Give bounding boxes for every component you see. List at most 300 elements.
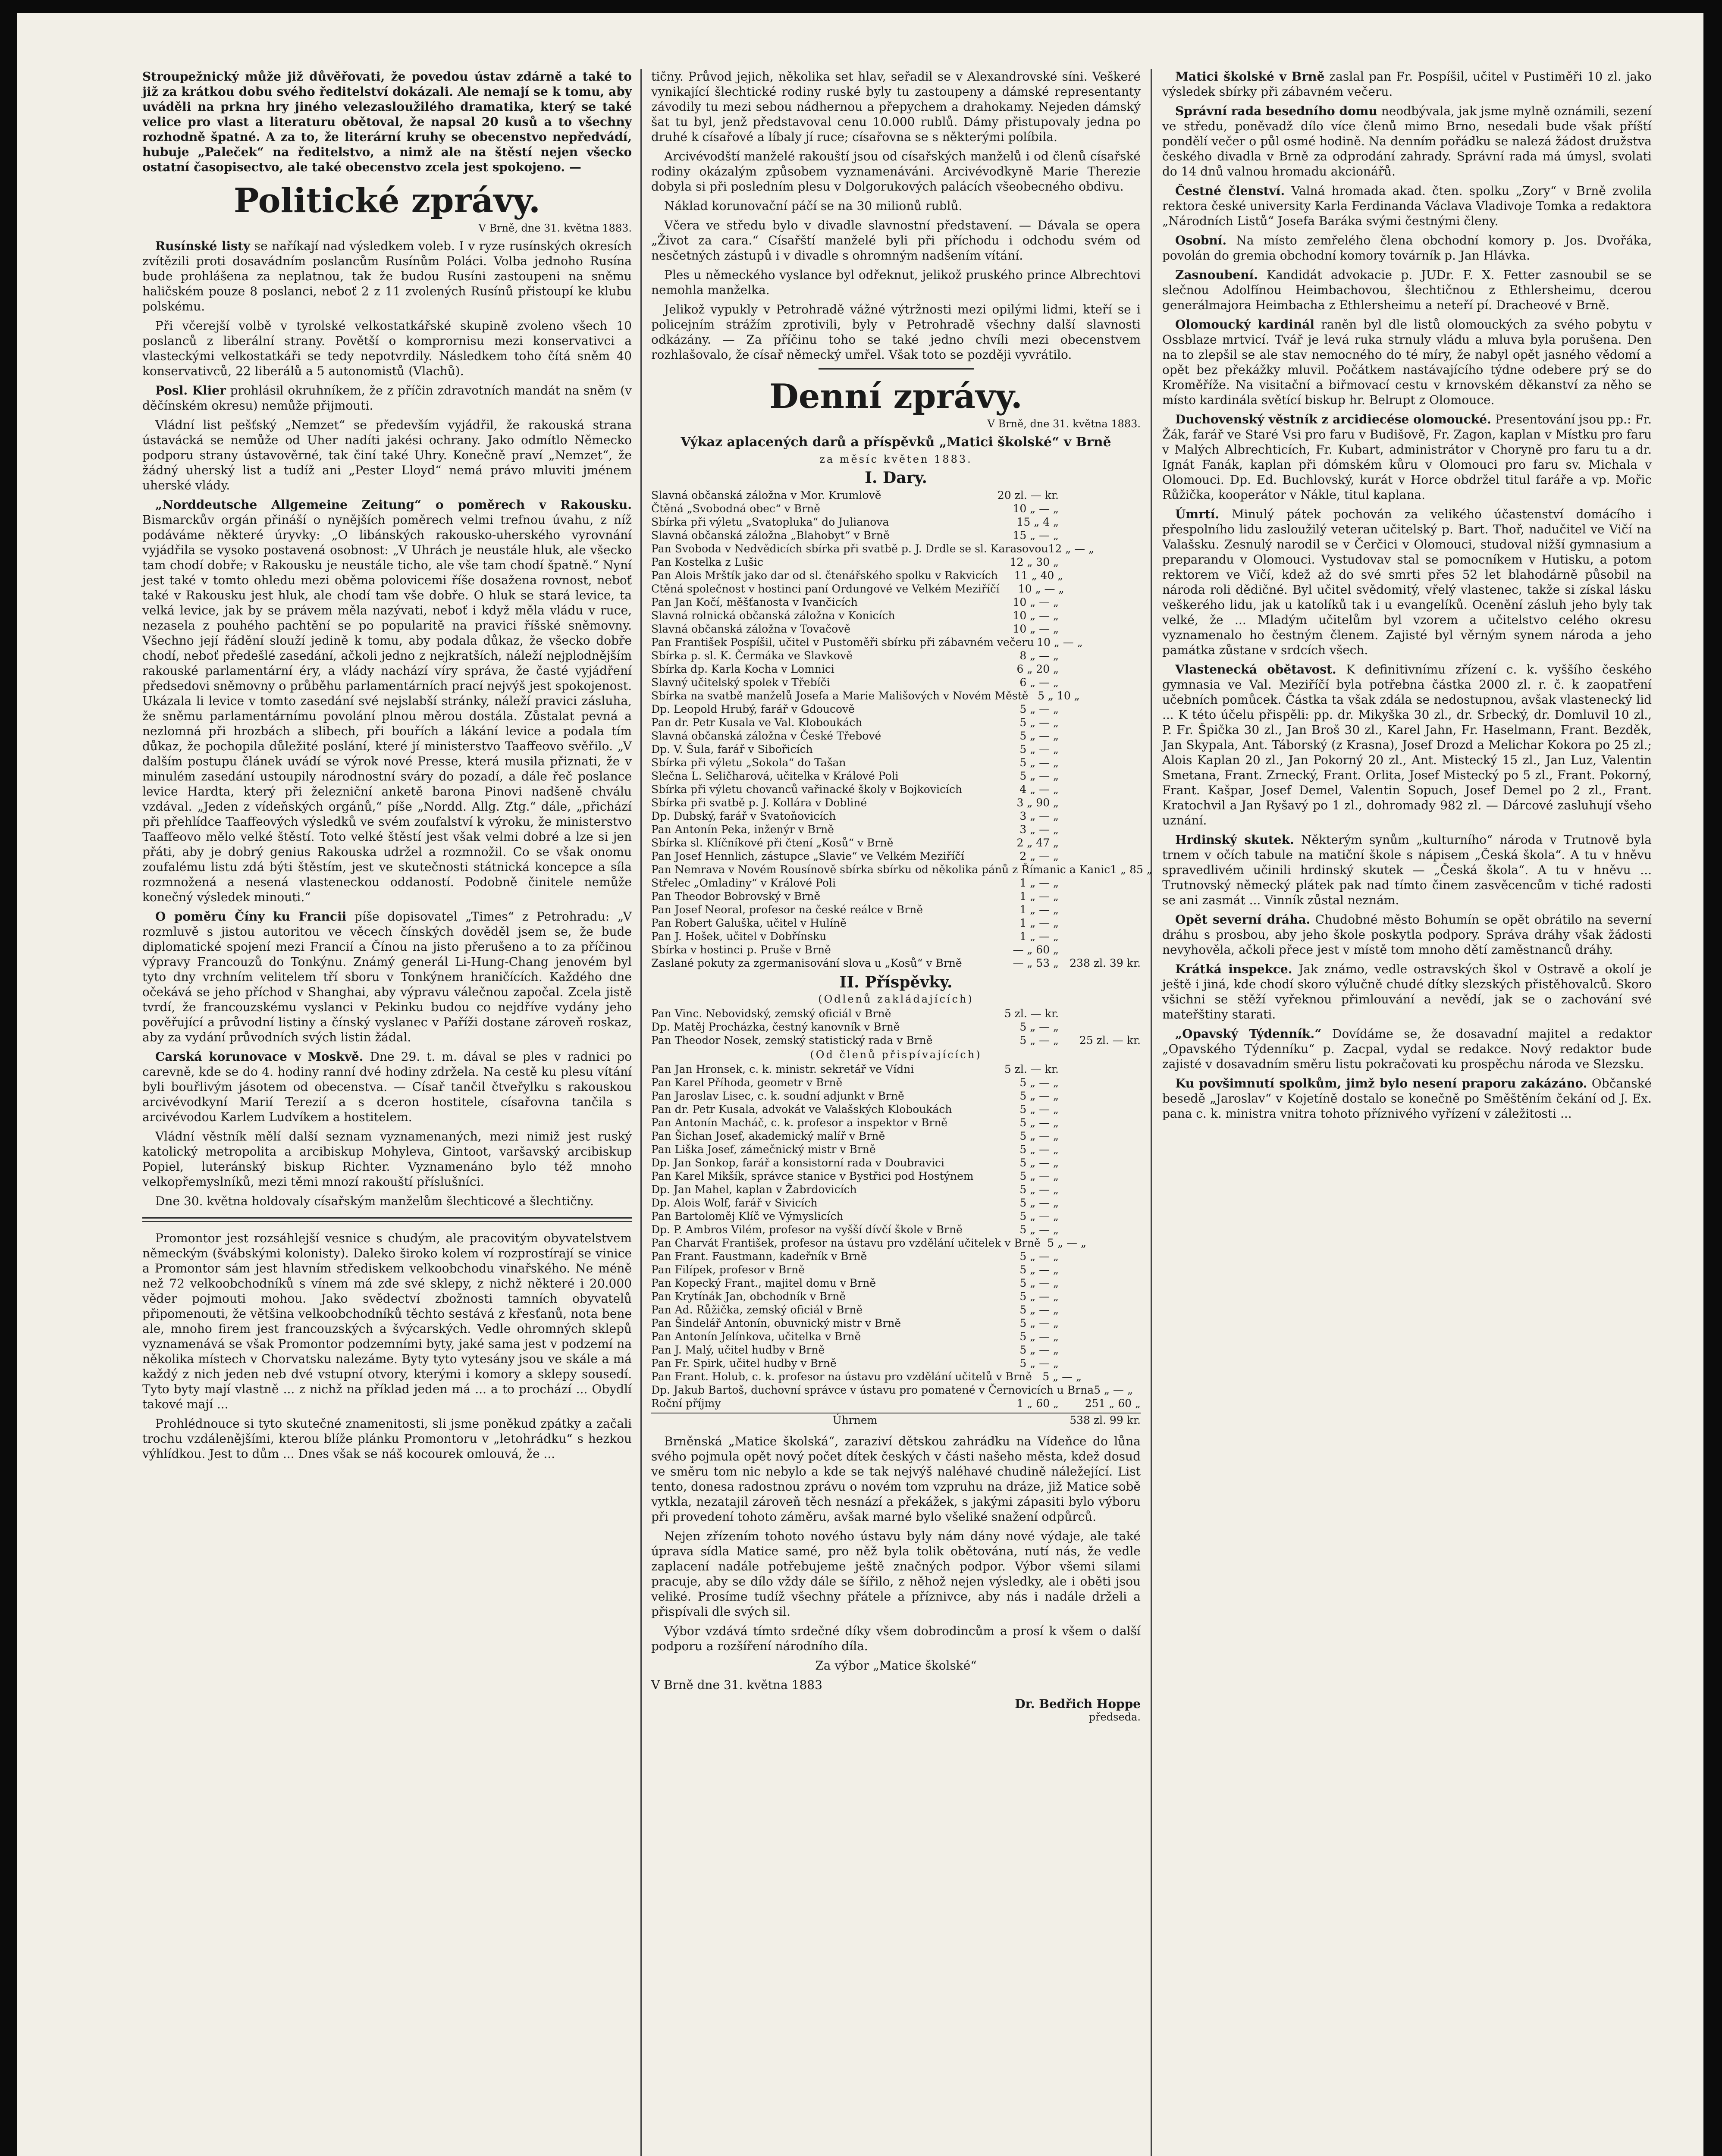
donations-heading: I. Dary.	[865, 469, 927, 487]
article-death	[1162, 507, 1652, 658]
donation-row	[651, 662, 1141, 676]
subtotal-amount	[1059, 1343, 1141, 1357]
column-divider	[1151, 69, 1152, 2156]
donor-name: Pan J. Malý, učitel hudby v Brně	[651, 1344, 825, 1356]
donor-name: Pan Šichan Josef, akademický malíř v Brně	[651, 1130, 885, 1142]
donation-amount: 1 „ — „	[1019, 930, 1059, 943]
donor-name: Pan Bartoloměj Klíč ve Výmyslicích	[651, 1210, 844, 1222]
donation-amount: 5 „ — „	[1019, 1021, 1059, 1033]
donation-row	[651, 649, 1141, 662]
donor-name: Slavná občanská záložna v Mor. Krumlově	[651, 489, 881, 501]
donation-row	[651, 569, 1141, 582]
subtotal-amount	[1059, 1316, 1141, 1330]
donation-amount: 5 „ — „	[1019, 1330, 1059, 1343]
donation-row	[651, 1034, 1141, 1047]
donation-row	[651, 769, 1141, 783]
donation-row	[651, 890, 1141, 903]
subtotal-amount	[1059, 1089, 1141, 1103]
donor-name: Pan Frant. Faustmann, kadeřník v Brně	[651, 1250, 867, 1263]
subtotal-amount	[1059, 943, 1141, 956]
donation-amount: 5 „ — „	[1019, 716, 1059, 729]
subtotal-amount	[1133, 1383, 1141, 1397]
grand-total-row	[651, 1413, 1141, 1427]
article-body: Kandidát advokacie p. JUDr. F. X. Fetter zasnoubil se se slečnou Adolfínou Heimbachovou, šlechtičnou z Ethlersheimu, dcerou generálmajora Heimbacha z Ethlersheimu a neteří pí. Dracheové v Brně.	[1162, 268, 1652, 312]
donation-row	[651, 863, 1152, 876]
column-1	[142, 69, 632, 2156]
subtotal-amount: 238 zl. 39 kr.	[1070, 957, 1141, 969]
grand-total-value: 538 zl. 99 kr.	[1070, 1414, 1141, 1426]
donation-row	[651, 716, 1141, 729]
article-lead: Duchovenský věstník z arcidiecése olomoucké.	[1175, 412, 1491, 426]
donation-amount: — „ 60 „	[1013, 943, 1059, 956]
donor-name: Pan dr. Petr Kusala, advokát ve Valašských Kloboukách	[651, 1103, 952, 1116]
article-cardinal	[1162, 317, 1652, 407]
article-body: se naříkají nad výsledkem voleb. I v ryze rusínských okresích zvítězili proti dosavádním poslancům Rusínům Poláci. Volba jednoho Rusína bude prohlášena za neplatnou, tak že budou Rusíni zastoupeni na sněmu haličském pouze 8 poslanci, neboť 2 z 11 zvolených Rusínů přistoupí ke klubu polskému.	[142, 239, 632, 313]
donation-row	[651, 1169, 1141, 1183]
donation-row	[651, 676, 1141, 689]
donation-row	[651, 1250, 1141, 1263]
donation-amount: 20 zl. — kr.	[997, 489, 1059, 501]
article-lead: Správní rada besedního domu	[1175, 104, 1377, 118]
article-lead: Posl. Klier	[155, 383, 226, 398]
closing-paragraph: Výbor vzdává tímto srdečné díky všem dobrodincům a prosí k všem o další podporu a rozšíření národního díla.	[651, 1624, 1141, 1653]
donation-amount: 5 „ — „	[1019, 770, 1059, 782]
subtotal-amount	[1059, 1196, 1141, 1210]
donation-amount: 5 „ — „	[1019, 1210, 1059, 1222]
contributions-founders-heading: (Odlenů zakládajících)	[818, 993, 974, 1005]
donation-amount: 6 „ — „	[1019, 676, 1059, 689]
feuilleton-paragraph: Prohlédnouce si tyto skutečné znamenitosti, sli jsme poněkud zpátky a začali trochu vzdálenějšími, kterou blíže plánku Promontoru v „letohrádku“ s hezkou výhlídkou. Jest to dům ... Dnes však se náš kocourek omlouvá, že ...	[142, 1416, 632, 1461]
article-flags	[1162, 1076, 1652, 1121]
donor-name: Pan Liška Josef, zámečnický mistr v Brně	[651, 1143, 876, 1156]
donation-amount: 5 „ — „	[1019, 1357, 1059, 1369]
donation-amount: 3 „ 90 „	[1016, 796, 1059, 809]
subtotal-amount	[1064, 582, 1141, 595]
donation-amount: 2 „ 47 „	[1016, 837, 1059, 849]
donation-row	[651, 836, 1141, 849]
article-lead: Krátká inspekce.	[1175, 962, 1292, 976]
donation-amount: 1 „ — „	[1019, 890, 1059, 903]
donation-amount: 5 „ — „	[1094, 1384, 1133, 1396]
donation-amount: 3 „ — „	[1019, 823, 1059, 836]
donor-name: Sbírka při výletu „Svatopluka“ do Julianova	[651, 516, 889, 528]
donation-row	[651, 796, 1141, 809]
donation-amount: 5 „ 10 „	[1038, 689, 1080, 702]
donor-name: Pan Antonín Peka, inženýr v Brně	[651, 823, 834, 836]
donation-row	[651, 876, 1141, 890]
subtotal-amount	[1059, 796, 1141, 809]
donation-row	[651, 1062, 1141, 1076]
column-2	[651, 69, 1152, 2156]
column-3	[1162, 69, 1652, 2156]
donor-name: Ctěná společnost v hostinci paní Ordungové ve Velkém Meziříčí	[651, 583, 1000, 595]
donation-row	[651, 1263, 1141, 1276]
subtotal-amount	[1059, 1020, 1141, 1034]
article-clergy	[1162, 412, 1652, 502]
subtotal-amount	[1059, 1290, 1141, 1303]
column-divider	[640, 69, 642, 2156]
donation-amount: 5 „ — „	[1019, 1170, 1059, 1182]
subtotal-amount	[1059, 502, 1141, 515]
subtotal-amount	[1086, 1236, 1141, 1250]
donation-amount: 10 „ — „	[1013, 502, 1059, 515]
donor-name: Pan Alois Mrštík jako dar od sl. čtenářského spolku v Rakvicích	[651, 569, 998, 582]
article-lead: Hrdinský skutek.	[1175, 833, 1294, 847]
donor-name: Pan Jan Hronsek, c. k. ministr. sekretář ve Vídni	[651, 1063, 914, 1075]
donor-name: Pan Jan Kočí, měšťanosta v Ivančicích	[651, 596, 858, 608]
donation-amount: 5 „ — „	[1019, 1076, 1059, 1089]
donor-name: Pan Antonín Macháč, c. k. profesor a inspektor v Brně	[651, 1116, 948, 1129]
donation-row	[651, 1330, 1141, 1343]
donor-name: Slavná občanská záložna v Tovačově	[651, 623, 851, 635]
donation-report-period: za měsíc květen 1883.	[819, 453, 972, 465]
subtotal-amount	[1059, 1169, 1141, 1183]
donor-name: Dp. Alois Wolf, farář v Sivicích	[651, 1197, 818, 1209]
subtotal-amount	[1059, 1357, 1141, 1370]
article-lead: „Norddeutsche Allgemeine Zeitung“ o poměrech v Rakousku.	[155, 498, 632, 512]
article-body: Bismarckův orgán přináší o nynějších poměrech velmi trefnou úvahu, z níž podáváme některé úryvky: „O libánských rakousko-uherského vyrovnání vyjádřila se vysoko postavená osobnost: „V Uhrách je neustále hluk, ale všecko tam chodí dobře; v Rakousku je neustále ticho, ale vše tam chodí špatně.“ Nyní jest také v tomto ohledu mezi oběma polovicemi říše dosažena rovnost, neboť také v Rakousku jest hluk, ale chodí tam vše dobře. O hluk se stará levice, ta velká levice, jak by se právem měla nazývati, neboť i když měla vládu v ruce, nezasela z pouhého pachtění se po popularitě na pravici říšské sněmovny. Všechno její řádění slouží jedině k tomu, aby podala důkaz, že všecko dobře chodí, neboť předešlé zasedání, ačkoli jedno z nejkratších, náleží nejplodnějším rakouské parlamentární éry, a vlády nachází víry správa, že časté vyjádření předsedovi sněmovny o průběhu parlamentárních prací nejvýš jest spokojenost. Ukázala li levice v tomto zasedání své nejslabší stránky, náleží pravici zásluha, že sněmu parlamentárnímu povolání plnou měrou dostála. Zůstalat pevná a nezlomná při hrozbách a slibech, při bouřích a lákání levice a podala tím důkaz, že pochopila důležité poslání, které jí ministerstvo Taaffeovo svěřilo. „V dalším postupu článek uvádí se výrok nové Presse, která musila přiznati, že v minulém zasedání ustoupily národnostní sváry do pozadí, a dále řeč poslance levice Hardta, který při železniční anketě barona Pinovi nadšeně chválu vzdával. „Jeden z vídeňských orgánů,“ píše „Nordd. Allg. Ztg.“ dále, „přichází při přehlídce Taaffeových výsledků ve svém zoufalství k výroku, že ministerstvo Taaffeovo mělo velké štěstí. Toto velké štěstí jest však velmi dobré a lze si jen přáti, aby je dobrý genius Rakouska udržel a rozmnožil. Co se však onomu zoufalému listu zdá býti štěstím, jest ve skutečnosti státnická koncepce a síla rozmnožená a nesená vlasteneckou oddaností. Podobně činitele nemůže konečný výsledek minouti.“	[142, 513, 632, 904]
donor-name: Pan Antonín Jelínkova, učitelka v Brně	[651, 1330, 861, 1343]
donation-amount: 11 „ 40 „	[1014, 569, 1063, 582]
subtotal-amount	[1059, 916, 1141, 930]
donation-row	[651, 515, 1141, 529]
article-lead: Carská korunovace v Moskvě.	[155, 1050, 364, 1064]
donation-row	[651, 743, 1141, 756]
donor-name: Slečna L. Seličharová, učitelka v Králové Poli	[651, 770, 899, 782]
subtotal-amount	[1059, 836, 1141, 849]
donor-name: Sbírka dp. Karla Kocha v Lomnici	[651, 663, 834, 675]
donation-amount: 10 „ — „	[1013, 623, 1059, 635]
donation-amount: 5 „ — „	[1047, 1237, 1086, 1249]
donation-amount: 12 „ 30 „	[1010, 556, 1059, 568]
donation-row	[651, 956, 1141, 970]
donations-list	[651, 489, 1152, 970]
subtotal-amount	[1082, 1370, 1141, 1383]
donation-amount: 5 „ — „	[1019, 756, 1059, 769]
donation-row	[651, 1076, 1141, 1089]
donation-amount: 5 „ — „	[1019, 1183, 1059, 1196]
donor-name: Dp. Matěj Procházka, čestný kanovník v Brně	[651, 1021, 900, 1033]
donor-name: Sbírka při výletu „Sokola“ do Tašan	[651, 756, 846, 769]
donation-amount: 15 „ 4 „	[1016, 516, 1059, 528]
donation-amount: 10 „ — „	[1018, 583, 1064, 595]
donation-row	[651, 595, 1141, 609]
subtotal-amount	[1059, 1007, 1141, 1020]
donation-row	[651, 529, 1141, 542]
feuilleton-paragraph: Promontor jest rozsáhlejší vesnice s chudým, ale pracovitým obyvatelstvem německým (švábskými kolonisty). Daleko široko kolem ví rozprostírají se vinice a Promontor sám jest hlavním střediskem velkoobchodu vinařského. Ne méně než 72 velkoobchodníků s vínem má zde své sklepy, z nichž některé i 20.000 věder pojmouti mohou. Jako svědectví zbožnosti tamních obyvatelů připomenouti, že většina velkoobchodníků těchto sestává z křesťanů, nota bene ale, mnoho firem jest francouzských a švýcarských. Vedle ohromných sklepů vyznamenává se však Promontor podzemními byty, jaké sama jest v podzemí na několika místech v Chorvatsku nalezáme. Byty tyto vytesány jsou ve skále a má každý z nich jeden neb dvé vstupní otvory, kterými i komory a sklepy sousedí. Tyto byty mají vlastně ... z nichž na příklad jeden má ... a to prochází ... Obydlí takové mají ...	[142, 1231, 632, 1411]
article-body: zaslal pan Fr. Pospíšil, učitel v Pustiměři 10 zl. jako výsledek sbírky při zábavném večeru.	[1162, 69, 1652, 99]
donation-row	[651, 1196, 1141, 1210]
subtotal-amount	[1059, 622, 1141, 636]
donation-row	[651, 1397, 1141, 1410]
donation-row	[651, 1316, 1141, 1330]
article-railway	[1162, 912, 1652, 957]
article-lead: Matici školské v Brně	[1175, 69, 1325, 84]
article-lead: Ku povšimnutí spolkům, jimž bylo nesení praporu zakázáno.	[1175, 1076, 1587, 1091]
donor-name: Pan Frant. Holub, c. k. profesor na ústavu pro vzdělání učitelů v Brně	[651, 1370, 1032, 1383]
donor-name: Sbírka p. sl. K. Čermáka ve Slavkově	[651, 649, 853, 662]
article-engagement	[1162, 267, 1652, 313]
signature-name: Dr. Bedřich Hoppe	[1015, 1697, 1141, 1711]
donation-row	[651, 502, 1141, 515]
donation-row	[651, 1116, 1141, 1129]
subtotal-amount	[1059, 1143, 1141, 1156]
donation-row	[651, 1223, 1141, 1236]
donation-row	[651, 756, 1141, 769]
donation-amount: 2 „ — „	[1019, 850, 1059, 862]
donation-row	[651, 1357, 1141, 1370]
donation-row	[651, 1007, 1141, 1020]
donation-row	[651, 542, 1141, 555]
subtotal-amount	[1059, 769, 1141, 783]
article-china	[142, 909, 632, 1045]
donation-amount: 5 „ — „	[1019, 1197, 1059, 1209]
section-rule	[819, 368, 974, 370]
donation-row	[651, 916, 1141, 930]
signature-title: předseda.	[1088, 1711, 1141, 1723]
subtotal-amount	[1059, 609, 1141, 622]
donation-row	[651, 582, 1141, 595]
donation-amount: 10 „ — „	[1037, 636, 1083, 649]
article-opava	[1162, 1026, 1652, 1072]
subtotal-amount	[1059, 783, 1141, 796]
section-heading-politics: Politické zprávy.	[233, 181, 541, 220]
subtotal-amount	[1059, 729, 1141, 743]
subtotal-amount	[1059, 1156, 1141, 1169]
donation-amount: 5 „ — „	[1019, 1344, 1059, 1356]
article-body: Dne 29. t. m. dával se ples v radnici po carevně, kde se do 4. hodiny ranní dvé hodiny zdržela. Na cestě ku plesu vítání byli bouřlivým jásotem od obecenstva. — Císař tančil čtveřylku s rakouskou arcivévodkyní Marií Terezií a s dceron hostitele, císařovna tančila s arcivévodou Karlem Ludvíkem a hostitelem.	[142, 1050, 632, 1124]
donation-amount: 5 „ — „	[1019, 1090, 1059, 1102]
subtotal-amount	[1059, 1303, 1141, 1316]
donation-row	[651, 1129, 1141, 1143]
donor-name: Pan Robert Galuška, učitel v Hulíně	[651, 917, 847, 929]
subtotal-amount: 251 „ 60 „	[1085, 1397, 1141, 1410]
donation-row	[651, 903, 1141, 916]
donor-name: Pan Theodor Bobrovský v Brně	[651, 890, 821, 903]
article-norddeutsche	[142, 497, 632, 905]
donor-name: Dp. Jakub Bartoš, duchovní správce v ústavu pro pomatené v Černovicích u Brna	[651, 1384, 1094, 1396]
donation-amount: 5 „ — „	[1019, 743, 1059, 755]
article-matice	[1162, 69, 1652, 99]
article-besedni-dum	[1162, 103, 1652, 179]
donation-amount: 6 „ 20 „	[1016, 663, 1059, 675]
donor-name: Roční příjmy	[651, 1397, 721, 1410]
donor-name: Pan J. Hošek, učitel v Dobřínsku	[651, 930, 827, 943]
donation-row	[651, 930, 1141, 943]
donation-amount: 5 zl. — kr.	[1004, 1063, 1059, 1075]
donation-row	[651, 1236, 1141, 1250]
donation-row	[651, 1183, 1141, 1196]
donation-amount: 8 „ — „	[1019, 649, 1059, 662]
closing-paragraph: Brněnská „Matice školská“, zaraziví dětskou zahrádku na Vídeňce do lůna svého pojmula opět nový počet dítek českých v části našeho města, kdež dosud ve směru tom nic nebylo a kde se tak nejvýš naléhavé chudině náležející. List tento, donesa radostnou zprávu o novém tom vzpruhu na dráze, již Matice sobě vytkla, nezatajil zároveň těch nesnází a překážek, s jakými zápasiti bylo výboru při provedení tohoto záměru, avšak marné bylo všeliké snažení odpůrců.	[651, 1434, 1141, 1524]
donation-amount: 1 „ — „	[1019, 877, 1059, 889]
donation-amount: 1 „ — „	[1019, 917, 1059, 929]
donation-row	[651, 1383, 1141, 1397]
donation-amount: 10 „ — „	[1013, 596, 1059, 608]
donor-name: Pan Krytínák Jan, obchodník v Brně	[651, 1290, 846, 1303]
subtotal-amount	[1059, 1210, 1141, 1223]
donation-row	[651, 609, 1141, 622]
article-body: píše dopisovatel „Times“ z Petrohradu: „V rozmluvě s jistou autoritou ve věcech čínských dověděl jsem se, že bude diplomatické spojení mezi Francií a Čínou na jisto přerušeno a to za příčinou výpravy Francouzů do Tonkýnu. Známý generál Li-Hung-Chang jenovém byl tyto dny vrchním velitelem tří sboru v Tonkýnem hraničících. Každého dne očekává se jeho příchod v Shanghai, aby výpravu válečnou započal. Zcela jistě tvrdí, že francouzskému vyslanci v Pekinku budou co nejdříve vydány jeho pověřující a průvodní listiny a čínský vyslanec v Paříži dostane zároveň roskaz, aby za vydání průvodních svých listin žádal.	[142, 909, 632, 1044]
donation-row	[651, 1343, 1141, 1357]
article-tyrol: Při včerejší volbě v tyrolské velkostatkářské skupině zvoleno všech 10 poslanců z liberální strany. Povětší o komprornisu mezi konservativci a vlasteckými velkostatkáři se tedy nepotvrdily. Následkem toho čítá sněm 40 konservativců, 22 liberálů a 5 autonomistů (Vlachů).	[142, 319, 632, 378]
donation-row	[651, 849, 1141, 863]
donation-row	[651, 689, 1141, 702]
donation-amount: 5 zl. — kr.	[1004, 1007, 1059, 1020]
article-homage: Dne 30. května holdovaly císařským manželům šlechticové a šlechtičny.	[155, 1194, 594, 1208]
article-petersburg: Jelikož vypukly v Petrohradě vážné výtržnosti mezi opilými lidmi, kteří se i policejním strážím zprotivili, byly v Petrohradě všechny další slavnosti odkázány. — Za příčinu toho se také jedno chvíli mezi obecenstvem rozhlašovalo, že císař německý umřel. Však toto se později vyvrátilo.	[651, 302, 1141, 362]
subtotal-amount	[1059, 1183, 1141, 1196]
donor-name: Pan Josef Neoral, profesor na české reálce v Brně	[651, 903, 923, 916]
closing-for-committee: Za výbor „Matice školské“	[815, 1658, 977, 1673]
donation-amount: 5 „ — „	[1019, 1317, 1059, 1329]
donation-row	[651, 809, 1141, 823]
donor-name: Pan Fr. Spirk, učitel hudby v Brně	[651, 1357, 837, 1369]
article-lead: Úmrtí.	[1175, 507, 1220, 521]
donor-name: Pan Karel Mikšík, správce stanice v Bystřici pod Hostýnem	[651, 1170, 974, 1182]
subtotal-amount	[1059, 662, 1141, 676]
donor-name: Pan Šindelář Antonín, obuvnický mistr v Brně	[651, 1317, 901, 1329]
dateline: V Brně, dne 31. května 1883.	[987, 418, 1141, 430]
donation-amount: 10 „ — „	[1013, 609, 1059, 622]
donation-row	[651, 1156, 1141, 1169]
closing-date: V Brně dne 31. května 1883	[651, 1678, 822, 1692]
donation-row	[651, 1020, 1141, 1034]
donation-amount: 5 „ — „	[1019, 703, 1059, 715]
subtotal-amount	[1059, 1263, 1141, 1276]
donation-amount: 5 „ — „	[1019, 1263, 1059, 1276]
donation-amount: 12 „ — „	[1048, 542, 1094, 555]
donor-name: Sbírka na svatbě manželů Josefa a Marie Mališových v Novém Městě	[651, 689, 1029, 702]
donation-amount: 5 „ — „	[1019, 1156, 1059, 1169]
article-body: Jak známo, vedle ostravských škol v Ostravě a okolí je ještě i jiná, kde chodí skoro výlučně chudé dítky slezských přistěhovalců. Skoro všichni se stěží vyřeknou přimlouvání a nevědí, jak se o zachování své mateřštiny starati.	[1162, 962, 1652, 1022]
donor-name: Slavná občanská záložna v České Třebové	[651, 730, 881, 742]
donor-name: Slavná rolnická občanská záložna v Konicích	[651, 609, 895, 622]
donation-amount: 3 „ — „	[1019, 810, 1059, 822]
article-honours: Vládní věstník mělí další seznam vyznamenaných, mezi nimiž jest ruský katolický metropolita a arcibiskup Mohyleva, Gintoot, varšavský arcibiskup Popiel, luteránský biskup Richter. Vyznamenáno bylo též mnoho velkopřemyslníků, mezi těmi mnozí rakouští příslušníci.	[142, 1129, 632, 1189]
article-heroic	[1162, 832, 1652, 908]
donor-name: Slavný učitelský spolek v Třebíči	[651, 676, 830, 689]
donor-name: Sbírka při svatbě p. J. Kollára v Dobliné	[651, 796, 867, 809]
subtotal-amount	[1059, 515, 1141, 529]
subtotal-amount	[1059, 756, 1141, 769]
subtotal-amount	[1059, 849, 1141, 863]
subtotal-amount	[1059, 1062, 1141, 1076]
subtotal-amount: 25 zl. — kr.	[1079, 1034, 1141, 1047]
subtotal-amount	[1059, 1103, 1141, 1116]
article-body: Minulý pátek pochován za velikého účastenství domácího i přespolního lidu zasloužilý veteran učitelský p. Bart. Thoř, nadučitel ve Vičí na Valašsku. Zesnulý narodil se v Čerčici v Olomouci, studoval nižší gymnasium a preparandu v Olomouci. Vystudovav stal se pomocníkem v Hutisku, a potom rektorem ve Vičí, kdež až do své smrti přes 52 let blahodárně působil na národa roli dědičné. Byl učitel svědomitý, vřelý vlastenec, takže si získal lásku veškerého lidu, jak u katolíků tak i u evangelíků. Ocenění zásluh jeho byly tak velké, že ... Mladým učitelům byl vzorem a učitelstvo celého okresu vyznamenalo ho čestným členem. Zajisté byl věrným synem národa a jeho památka zůstane v srdcích všech.	[1162, 507, 1652, 657]
donation-row	[651, 1143, 1141, 1156]
article-rusin	[142, 238, 632, 314]
donation-row	[651, 622, 1141, 636]
donation-row	[651, 1303, 1141, 1316]
article-klier	[142, 383, 632, 413]
contributions-members-heading: (Od členů přispívajících)	[810, 1049, 982, 1061]
article-body: Na místo zemřelého člena obchodní komory p. Jos. Dvořáka, povolán do gremia obchodní komory továrník p. Jan Hlávka.	[1162, 233, 1652, 263]
article-body: neodbývala, jak jsme mylně oznámili, sezení ve středu, poněvadž dílo více členů mimo Brno, nesedali bude však příští pondělí večer o půl osmé hodině. Na denním pořádku se nalezá žádost družstva českého divadla v Brně za odprodání zahrady. Správní rada má úmysl, svolati do 14 dnů valnou hromadu akcionářů.	[1162, 104, 1652, 179]
donor-name: Pan Kopecký Frant., majitel domu v Brně	[651, 1277, 876, 1289]
coronation-continued: tičny. Průvod jejich, několika set hlav, seřadil se v Alexandrovské síni. Veškeré vynikající šlechtické rodiny ruské byly tu zastoupeny a dámské representanty závodily tu mezi sebou nádhernou a přepychem a drahokamy. Nejeden dámský šat tu byl, jenž představoval cenu 10.000 rublů. Dámy přistupovaly jedna po druhé k císařové a líbaly jí ruce; císařovna se s některými políbila.	[651, 69, 1141, 144]
article-body: Chudobné město Bohumín se opět obrátilo na severní dráhu s prosbou, aby jeho škole poskytla podpory. Správa dráhy však žádosti nevyhověla, ačkoli přece jest v místě tom mnoho dětí zaměstnanců dráhy.	[1162, 912, 1652, 957]
subtotal-amount	[1083, 636, 1141, 649]
donation-row	[651, 1276, 1141, 1290]
contributions-heading: II. Příspěvky.	[839, 973, 953, 991]
article-archdukes: Arcivévodští manželé rakouští jsou od císařských manželů i od členů císařské rodiny okázalým způsobem vyznamenáváni. Arcivévodkyně Marie Therezie dobyla si při posledním plesu v Dolgorukových palácích všeobecného obdivu.	[651, 149, 1141, 194]
subtotal-amount	[1059, 823, 1141, 836]
contributions-members-list	[651, 1062, 1141, 1410]
donor-name: Pan Charvát František, profesor na ústavu pro vzdělání učitelek v Brně	[651, 1237, 1041, 1249]
dateline: V Brně, dne 31. května 1883.	[478, 222, 632, 234]
donation-row	[651, 1370, 1141, 1383]
article-lead: O poměru Číny ku Francii	[155, 909, 347, 924]
donor-name: Střelec „Omladiny“ v Králové Poli	[651, 877, 836, 889]
subtotal-amount	[1059, 1116, 1141, 1129]
donation-amount: 5 „ — „	[1019, 1130, 1059, 1142]
subtotal-amount	[1059, 903, 1141, 916]
donor-name: Zaslané pokuty za zgermanisování slova u „Kosů“ v Brně	[651, 957, 962, 969]
article-body: K definitivnímu zřízení c. k. vyššího českého gymnasia ve Val. Meziříčí byla potřebna částka 2000 zl. r. č. k zaopatření učebních pomůcek. Částka ta však zdála se nedostupnou, avšak vlastenecký lid ... K této účelu přispěli: pp. dr. Mikyška 30 zl., dr. Srbecký, dr. Domluvil 10 zl., P. Fr. Špička 30 zl., Jan Broš 30 zl., Karel Jahn, Fr. Haselmann, Frant. Bezděk, Jan Skypala, Ant. Táborský (z Krasna), Josef Drozd a Melichar Kokora po 25 zl.; Alois Kaplan 20 zl., Jan Pokorný 20 zl., Ant. Mistecký 15 zl., Jan Luz, Valentin Smetana, Frant. Zrnecký, Frant. Orlita, Josef Mistecký po 5 zl., Frant. Pokorný, Frant. Kašpar, Josef Demel, Valentin Sopuch, Josef Demel po 2 zl., Frant. Kratochvil a Jan Ryšavý po 1 zl., dohromady 982 zl. — Dárcové zasluhují všeho uznání.	[1162, 662, 1652, 827]
article-body: Presentování jsou pp.: Fr. Žák, farář ve Staré Vsi pro faru v Budišově, Fr. Zagon, kaplan v Místku pro faru v Malých Albrechticích, Fr. Kubart, administrátor v Choryně pro faru tu a dr. Ignát Fanák, kaplan při dómském kůru v Olomouci pro faru sv. Michala v Olomouci. Dp. Ed. Buchlovský, kurát v Horce obdržel titul faráře a vp. Mořic Růžička, kooperátor v Nákle, titul kaplana.	[1162, 412, 1652, 502]
article-cost: Náklad korunovační páčí se na 30 milionů rublů.	[664, 199, 963, 213]
article-nemzet: Vládní list pešťský „Nemzet“ se především vyjádřil, že rakouská strana ústavácká se nemůže od Uher nadíti jakési ochrany. Jako odmítlo Německo podporu strany ústavověrné, tak činí také Uhry. Konečně praví „Nemzet“, že žádný uherský list a tudíž ani „Pester Lloyd“ nemá právo mluviti jménem uherské vlády.	[142, 418, 632, 492]
donor-name: Pan Vinc. Nebovidský, zemský oficiál v Brně	[651, 1007, 891, 1020]
donation-report-title: Výkaz aplacených darů a příspěvků „Matici školské“ v Brně	[681, 435, 1111, 450]
donation-amount: 5 „ — „	[1019, 1304, 1059, 1316]
closing-paragraph: Nejen zřízením tohoto nového ústavu byly nám dány nové výdaje, ale také úprava sídla Matice samé, pro něž byla tolik obětována, nutí nás, že vedle zaplacení nadále potřebujeme ještě značných podpor. Výbor všemi silami pracuje, aby se dílo vždy dále se šířilo, z něhož nejen výsledky, ale i oběti jsou veliké. Prosíme tudíž všechny přátele a příznivce, aby nás i nadále drželi a přispívali dle svých sil.	[651, 1529, 1141, 1619]
donation-amount: 5 „ — „	[1019, 1143, 1059, 1156]
donation-amount: 1 „ 60 „	[1016, 1397, 1059, 1410]
article-lead: „Opavský Týdenník.“	[1175, 1027, 1322, 1041]
donation-row	[651, 555, 1141, 569]
donor-name: Dp. V. Šula, farář v Sibořicích	[651, 743, 813, 755]
donation-amount: 5 „ — „	[1019, 1277, 1059, 1289]
article-personal	[1162, 233, 1652, 263]
donation-amount: 15 „ — „	[1013, 529, 1059, 542]
subtotal-amount	[1059, 890, 1141, 903]
donor-name: Čtěná „Svobodná obec“ v Brně	[651, 502, 821, 515]
donation-amount: 5 „ — „	[1019, 1116, 1059, 1129]
subtotal-amount	[1059, 1129, 1141, 1143]
article-body: Občanské besedě „Jaroslav“ v Kojetíně dostalo se konečně po Směštěním čekání od J. Ex. pana c. k. ministra vnitra tohoto příznivého vyřízení v záležitosti ...	[1162, 1076, 1652, 1121]
donation-amount: 5 „ — „	[1019, 730, 1059, 742]
article-body: Dovídáme se, že dosavadní majitel a redaktor „Opavského Týdenníku“ p. Zacpal, vydal se redakce. Nový redaktor bude zajisté v dosavadním směru listu pokračovati ku prospěchu národa ve Slezsku.	[1162, 1027, 1652, 1071]
grand-total-label: Úhrnem	[832, 1414, 878, 1426]
subtotal-amount	[1059, 489, 1141, 502]
donation-amount: 4 „ — „	[1019, 783, 1059, 796]
donation-amount: 5 „ — „	[1019, 1103, 1059, 1116]
article-lead: Zasnoubení.	[1175, 268, 1258, 282]
donor-name: Dp. Jan Sonkop, farář a konsistorní rada v Doubravici	[651, 1156, 945, 1169]
article-honorary	[1162, 183, 1652, 229]
subtotal-amount	[1059, 809, 1141, 823]
donor-name: Pan Nemrava v Novém Rousínově sbírka sbírku od několika pánů z Římanic a Kanic	[651, 863, 1110, 876]
subtotal-amount	[1059, 555, 1141, 569]
donation-amount: 1 „ — „	[1019, 903, 1059, 916]
subtotal-amount	[1059, 529, 1141, 542]
article-body: prohlásil okruhníkem, že z příčin zdravotních mandát na sněm (v děčínském okresu) nemůže přijmouti.	[142, 383, 632, 413]
donation-row	[651, 636, 1141, 649]
subtotal-amount	[1094, 542, 1141, 555]
donor-name: Sbírka v hostinci p. Pruše v Brně	[651, 943, 831, 956]
newspaper-page	[17, 13, 1703, 2156]
donation-amount: 5 „ — „	[1042, 1370, 1082, 1383]
feuilleton-divider	[142, 1217, 632, 1222]
article-patriotic	[1162, 662, 1652, 828]
subtotal-amount	[1059, 702, 1141, 716]
donor-name: Slavná občanská záložna „Blahobyt“ v Brně	[651, 529, 890, 542]
donor-name: Pan dr. Petr Kusala ve Val. Kloboukách	[651, 716, 863, 729]
subtotal-amount	[1080, 689, 1141, 702]
